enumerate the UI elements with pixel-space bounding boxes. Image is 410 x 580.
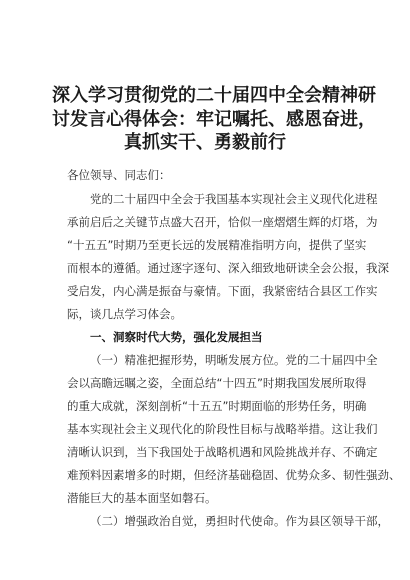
paragraph-line: 潜能巨大的基本面坚如磐石。 [67,491,217,505]
paragraph-line: 而根本的遵循。通过逐字逐句、深入细致地研读全会公报，我深 [67,261,389,275]
title-line: 深入学习贯彻党的二十届四中全会精神研 [52,85,376,106]
salutation: 各位领导、同志们： [67,168,171,182]
paragraph-line: 基本实现社会主义现代化的阶段性目标与战略举措。这让我们 [67,422,378,436]
paragraph-line: “十五五”时期乃至更长远的发展精准指明方向，提供了坚实 [67,238,367,252]
paragraph-line: （一）精准把握形势，明晰发展方位。党的二十届四中全 [90,353,378,367]
paragraph-line: 难预料因素增多的时期，但经济基础稳固、优势众多、韧性强劲、 [67,468,401,482]
paragraph-line: 承前启后之关键节点盛大召开，恰似一座熠熠生辉的灯塔，为 [67,215,378,229]
document-title [52,84,376,155]
title-line: 讨发言心得体会：牢记嘱托、感恩奋进， [52,108,376,130]
title-line: 真抓实干、勇毅前行 [124,132,286,153]
section-heading: 一、洞察时代大势，强化发展担当 [90,330,263,344]
paragraph-line: 际，谈几点学习体会。 [67,307,182,321]
paragraph-line: 会以高瞻远瞩之姿，全面总结“十四五”时期我国发展所取得 [67,376,367,390]
paragraph-line: 的重大成就，深刻剖析“十五五”时期面临的形势任务，明确 [67,399,367,413]
paragraph-line: （二）增强政治自觉，勇担时代使命。作为县区领导干部， [90,514,389,528]
paragraph-line: 受启发，内心满是振奋与豪情。下面，我紧密结合县区工作实 [67,284,378,298]
paragraph-line: 党的二十届四中全会于我国基本实现社会主义现代化进程 [90,192,378,206]
paragraph-line: 清晰认识到，当下我国处于战略机遇和风险挑战并存、不确定 [67,445,378,459]
